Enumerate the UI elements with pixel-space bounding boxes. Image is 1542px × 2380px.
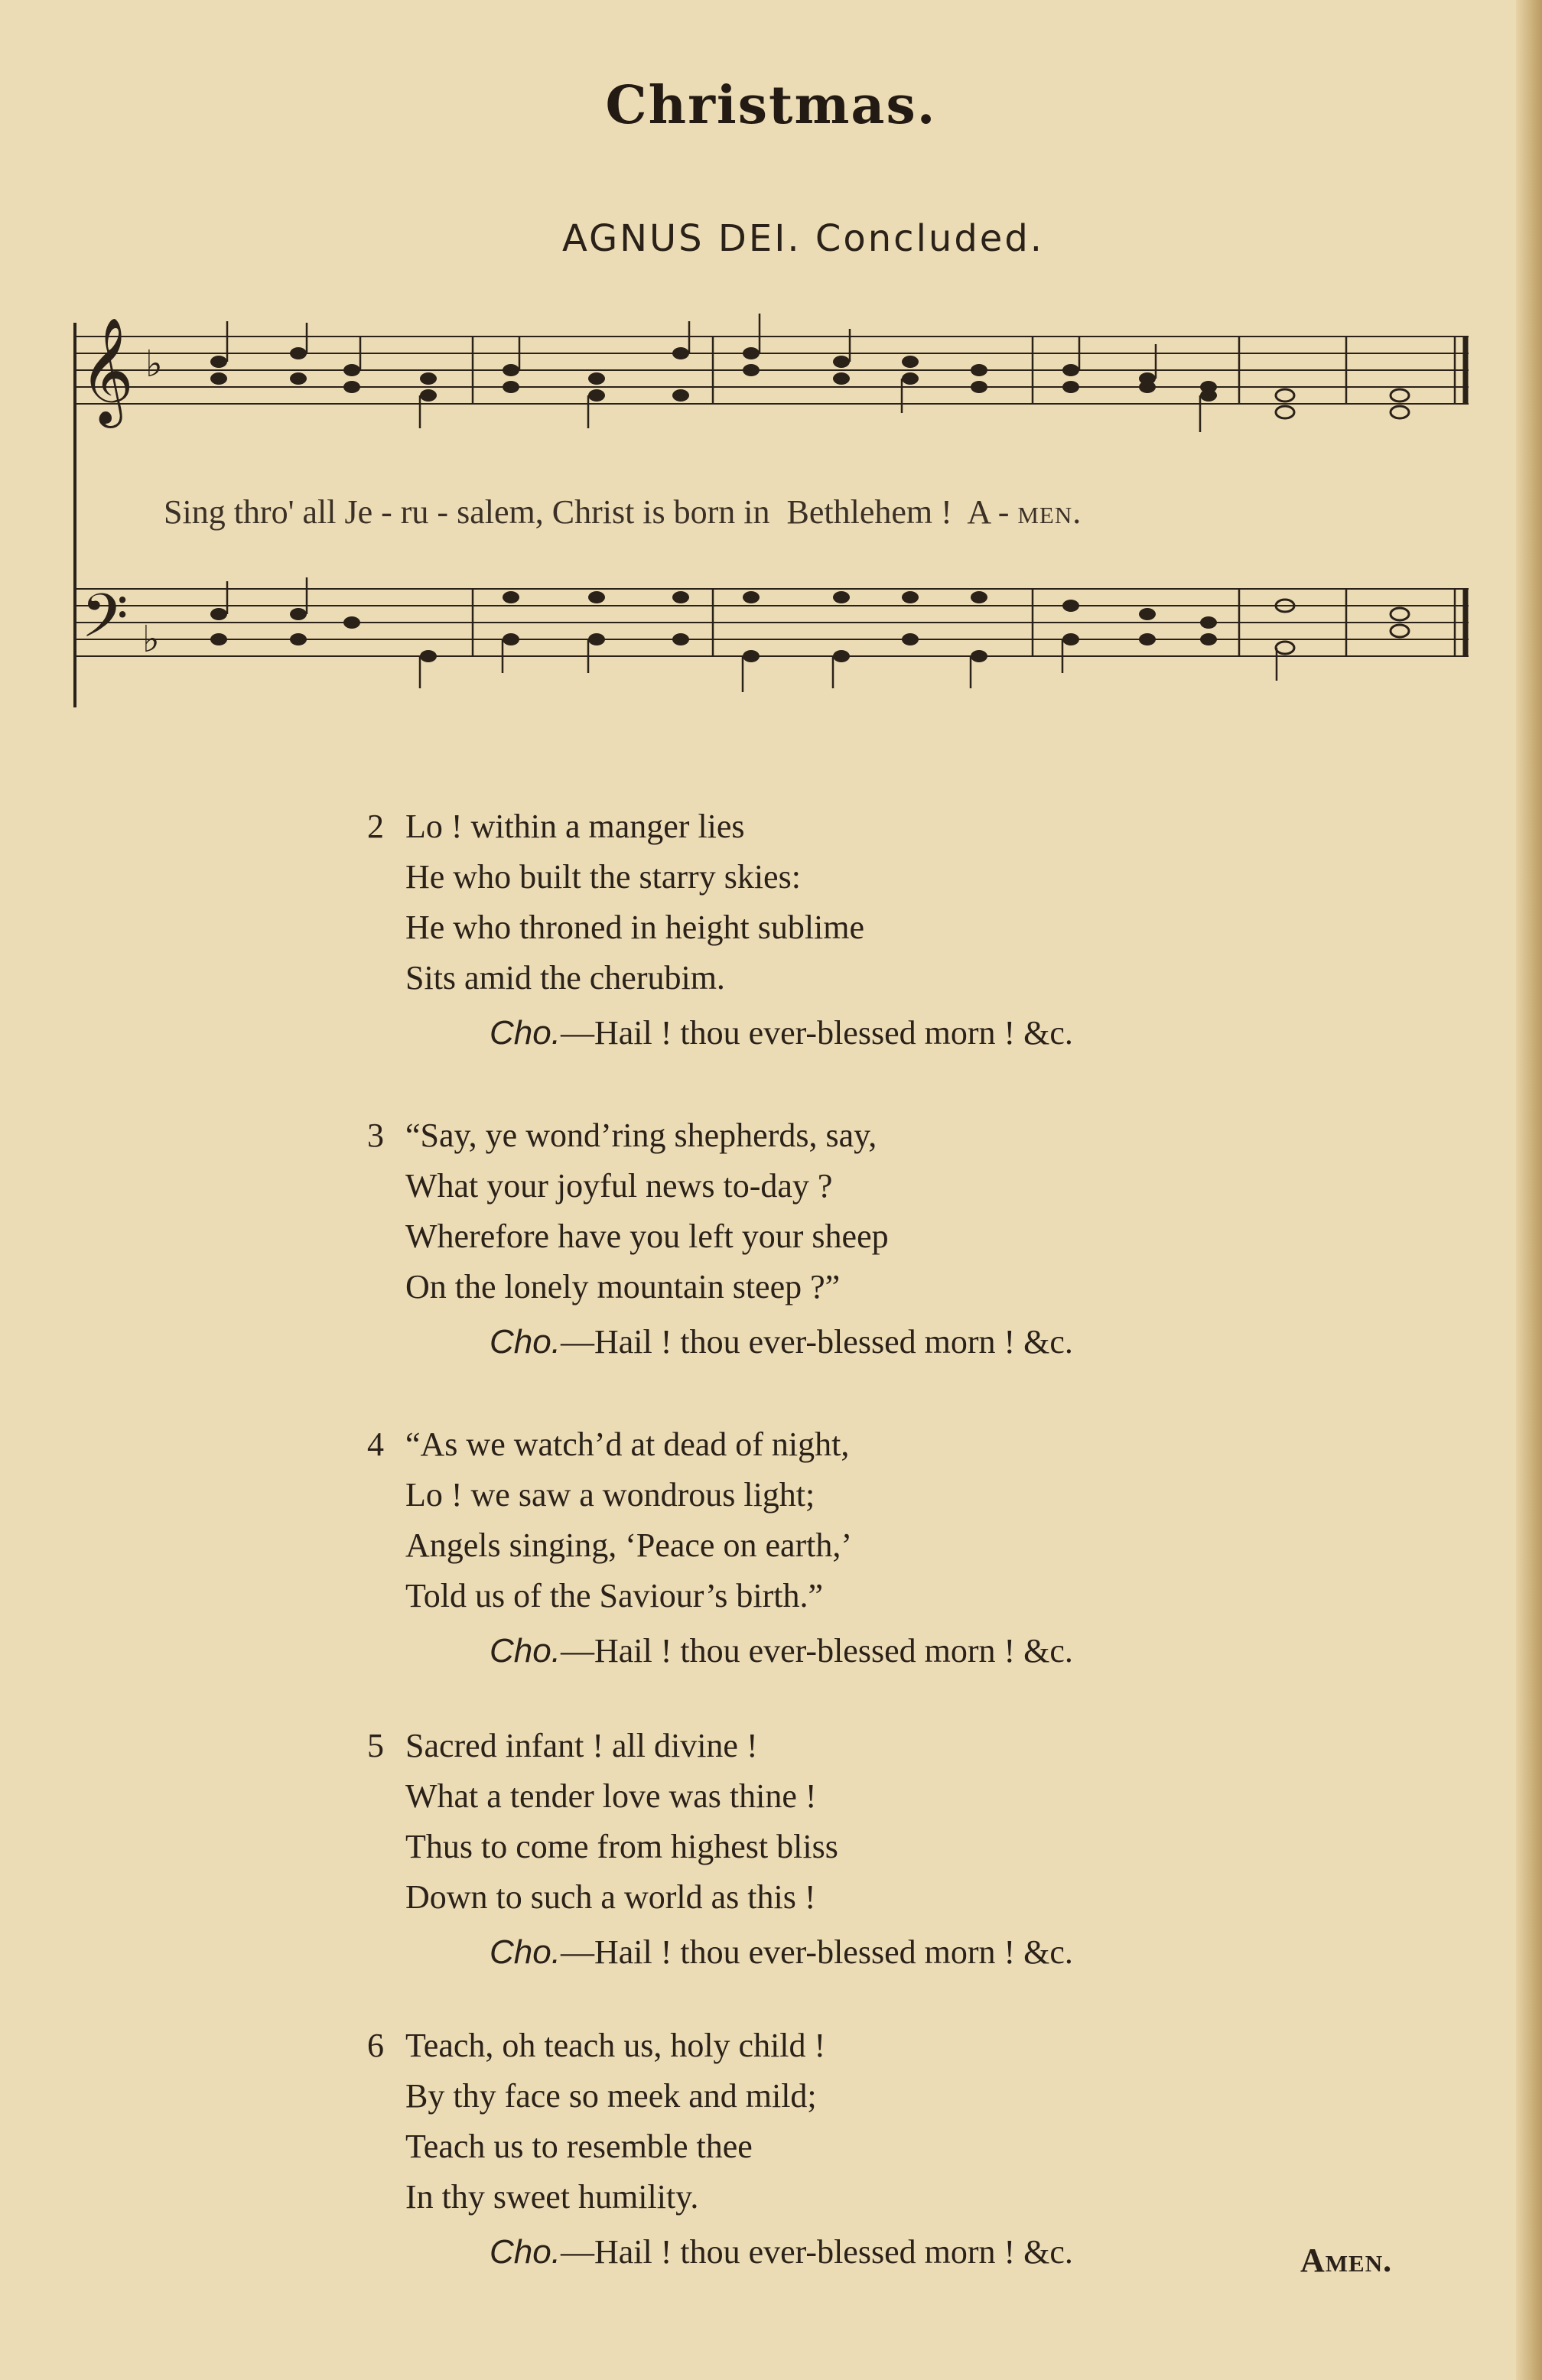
verse-line: On the lonely mountain steep ?” [405, 1268, 841, 1305]
score-lyric [164, 493, 1082, 532]
verse-line: He who throned in height sublime [405, 909, 865, 946]
chorus-line [490, 1008, 1073, 1058]
chorus-text: —Hail ! thou ever-blessed morn ! &c. [560, 1323, 1073, 1361]
page-edge [1516, 0, 1542, 2380]
verse-number: 6 [367, 2027, 384, 2064]
svg-text:𝄞: 𝄞 [80, 317, 134, 424]
verse-line: Teach us to resemble thee [405, 2128, 753, 2165]
verse-number: 3 [367, 1117, 384, 1154]
hymn-subtitle: AGNUS DEI. Concluded. [561, 217, 1045, 260]
verse-line: Teach, oh teach us, holy child ! [405, 2027, 826, 2064]
bass-staff [75, 589, 1469, 656]
chorus-label: Cho. [490, 1632, 561, 1670]
verse-6 [367, 2021, 1073, 2278]
chorus-text: —Hail ! thou ever-blessed morn ! &c. [560, 1014, 1073, 1052]
chorus-label: Cho. [490, 1933, 561, 1971]
verse-line: Told us of the Saviour’s birth.” [405, 1577, 824, 1614]
svg-text:♭: ♭ [142, 618, 160, 661]
verse-line: Wherefore have you left your sheep [405, 1218, 889, 1255]
chorus-line [490, 1626, 1073, 1676]
verse-line: What a tender love was thine ! [405, 1777, 817, 1815]
verse-number: 5 [367, 1727, 384, 1764]
bass-notes [210, 591, 1409, 662]
amen-mark: Amen. [1300, 2242, 1393, 2279]
chorus-line [490, 2227, 1073, 2278]
chorus-line [490, 1317, 1073, 1367]
svg-text:𝄢: 𝄢 [81, 580, 128, 666]
page-title: Christmas. [605, 75, 937, 136]
verse-line: Thus to come from highest bliss [405, 1828, 838, 1865]
verse-line: Sits amid the cherubim. [405, 959, 725, 997]
verse-line: Angels singing, ‘Peace on earth,’ [405, 1527, 853, 1564]
verse-2 [367, 801, 1073, 1058]
chorus-label: Cho. [490, 1323, 561, 1361]
lyric-text: Sing thro' all Je - ru - salem, Christ is born in Bethlehem ! A - [164, 493, 1018, 531]
verse-4 [367, 1419, 1073, 1676]
verse-line: Down to such a world as this ! [405, 1878, 816, 1916]
chorus-text: —Hail ! thou ever-blessed morn ! &c. [560, 1632, 1073, 1670]
chorus-label: Cho. [490, 1014, 561, 1052]
verse-line: “Say, ye wond’ring shepherds, say, [405, 1117, 877, 1154]
verse-line: In thy sweet humility. [405, 2178, 699, 2216]
verse-number: 2 [367, 808, 384, 845]
svg-text:♭: ♭ [145, 343, 163, 385]
verse-line: Sacred infant ! all divine ! [405, 1727, 758, 1764]
verse-line: Lo ! we saw a wondrous light; [405, 1476, 815, 1514]
verse-3 [367, 1110, 1073, 1367]
chorus-label: Cho. [490, 2233, 561, 2271]
lyric-end: men. [1017, 493, 1082, 531]
verse-line: “As we watch’d at dead of night, [405, 1426, 850, 1463]
verse-line: By thy face so meek and mild; [405, 2077, 817, 2115]
treble-staff [75, 337, 1469, 404]
chorus-line [490, 1927, 1073, 1978]
chorus-text: —Hail ! thou ever-blessed morn ! &c. [560, 1933, 1073, 1971]
chorus-text: —Hail ! thou ever-blessed morn ! &c. [560, 2233, 1073, 2271]
verse-5 [367, 1721, 1073, 1978]
verse-line: Lo ! within a manger lies [405, 808, 745, 845]
treble-notes [210, 347, 1409, 418]
verse-line: What your joyful news to-day ? [405, 1167, 833, 1205]
verse-line: He who built the starry skies: [405, 858, 801, 896]
verse-number: 4 [367, 1426, 384, 1463]
